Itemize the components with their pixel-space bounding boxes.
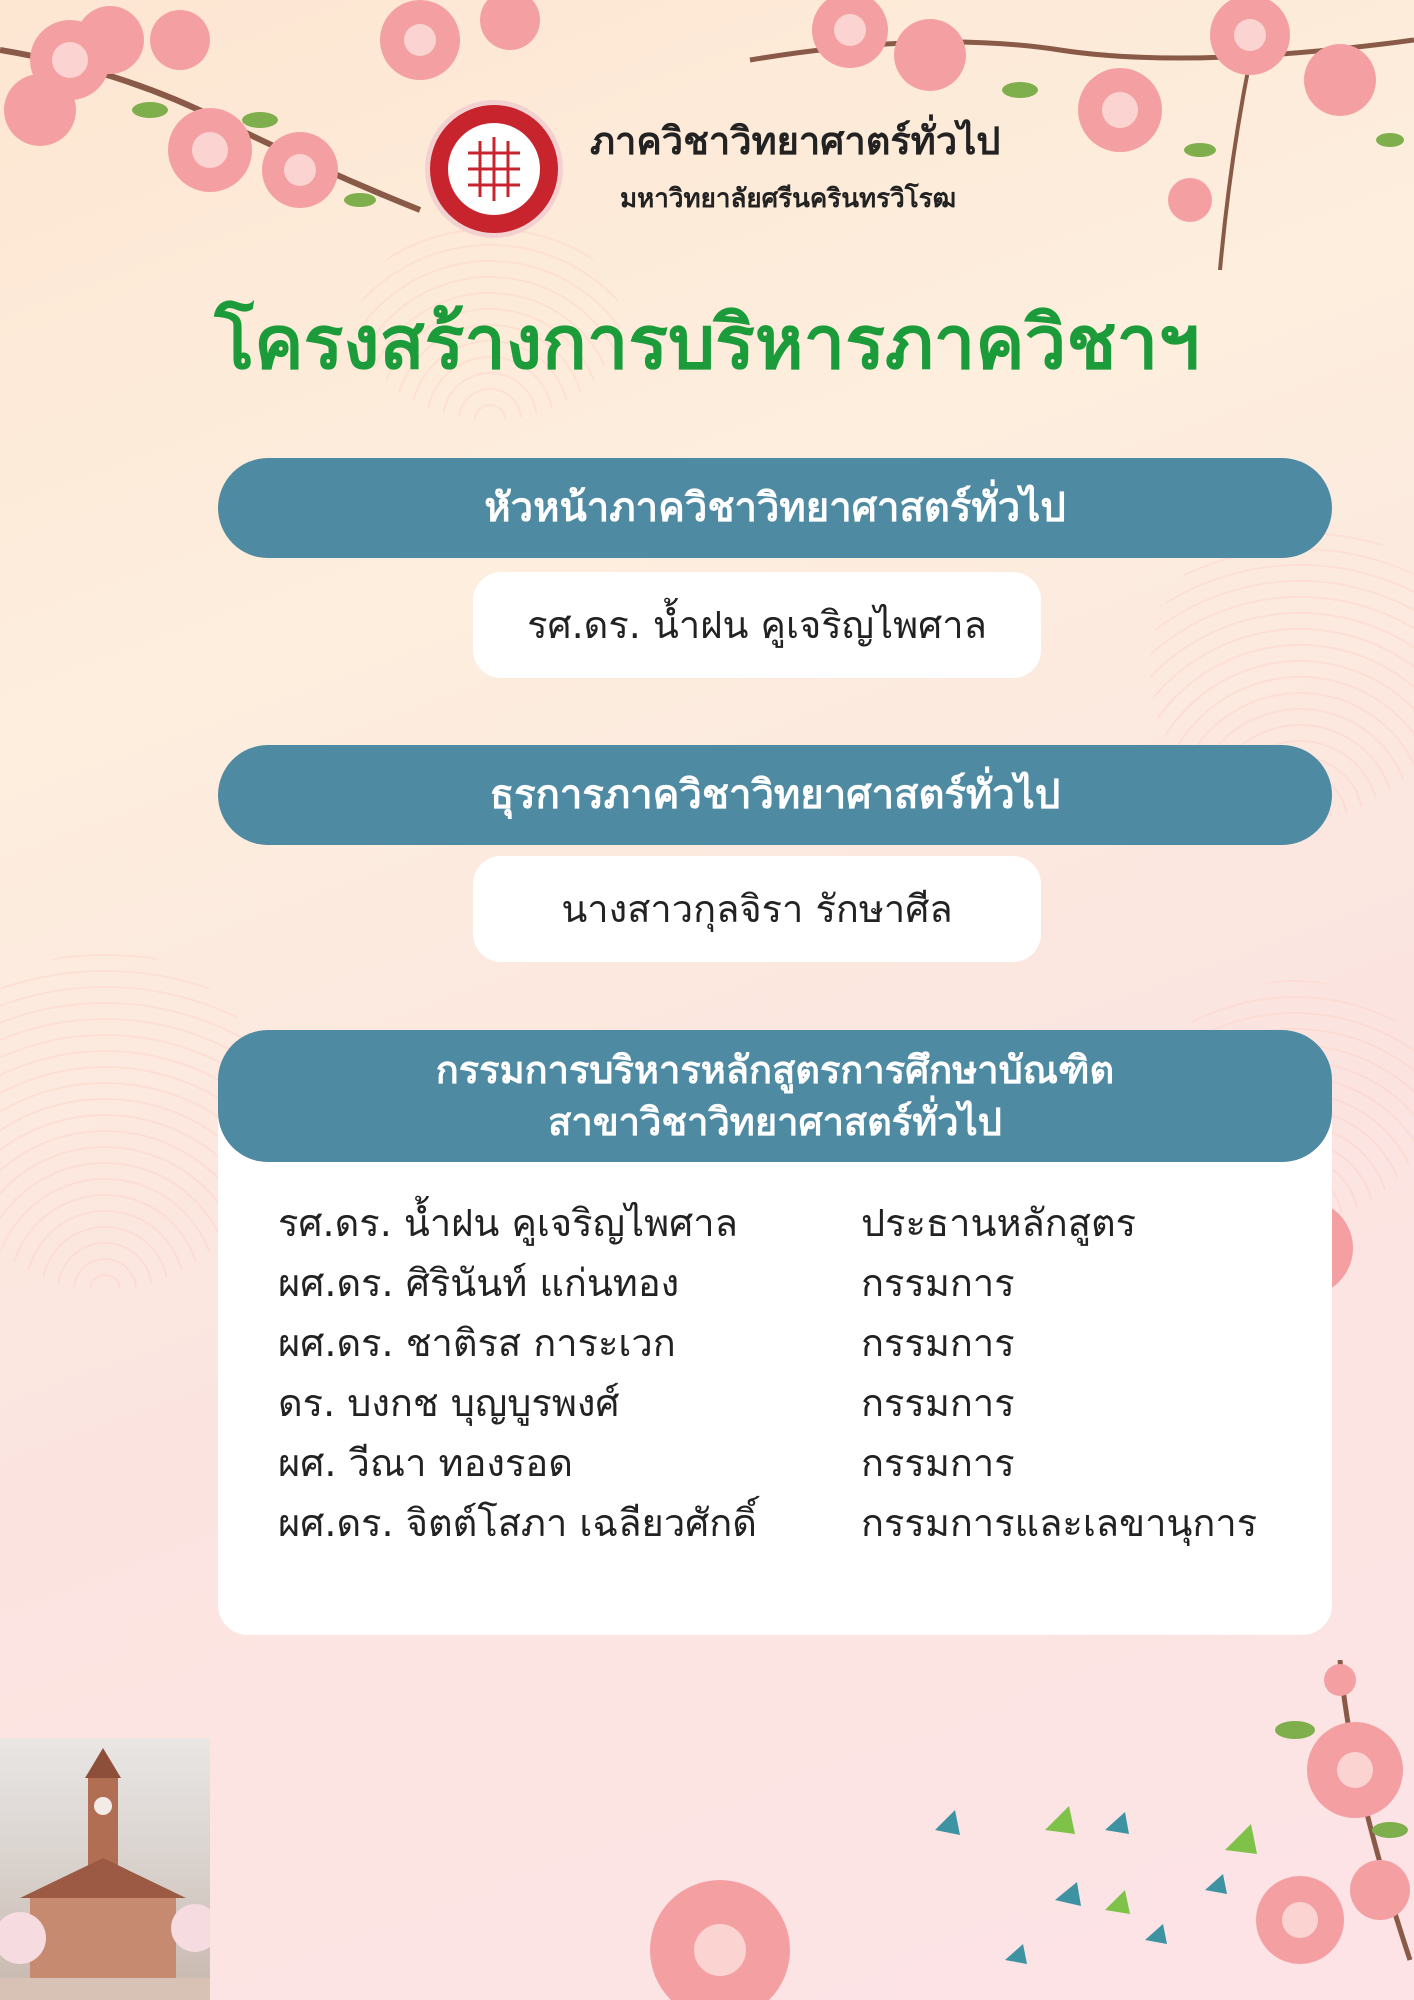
section-heading-committee	[218, 1030, 1332, 1162]
logo-grid-icon	[448, 123, 540, 215]
member-name: ดร. บงกช บุญบูรพงศ์	[278, 1381, 620, 1425]
blossom-bottom-center-icon	[630, 1860, 820, 2000]
head-name: รศ.ดร. น้ำฝน คูเจริญไพศาล	[473, 572, 1041, 678]
list-item	[278, 1192, 1298, 1252]
member-name: ผศ. วีณา ทองรอด	[278, 1441, 573, 1485]
university-name: มหาวิทยาลัยศรีนครินทรวิโรฒ	[620, 184, 957, 214]
list-item	[278, 1432, 1298, 1492]
admin-name: นางสาวกุลจิรา รักษาศีล	[473, 856, 1041, 962]
section-heading-admin: ธุรการภาควิชาวิทยาศาสตร์ทั่วไป	[218, 745, 1332, 845]
building-photo	[0, 1738, 210, 2000]
header	[425, 100, 1025, 240]
university-logo-icon	[425, 100, 563, 238]
blossom-top-center-icon	[360, 0, 560, 95]
department-name: ภาควิชาวิทยาศาตร์ทั่วไป	[590, 119, 1001, 163]
member-name: รศ.ดร. น้ำฝน คูเจริญไพศาล	[278, 1201, 738, 1245]
member-role: กรรมการ	[861, 1261, 1015, 1305]
member-role: กรรมการ	[861, 1381, 1015, 1425]
member-role: กรรมการ	[861, 1441, 1015, 1485]
member-role: กรรมการและเลขานุการ	[861, 1501, 1258, 1545]
list-item	[278, 1492, 1298, 1552]
section-heading-head: หัวหน้าภาควิชาวิทยาศาสตร์ทั่วไป	[218, 458, 1332, 558]
member-name: ผศ.ดร. ชาติรส การะเวก	[278, 1321, 676, 1365]
committee-heading-line2: สาขาวิชาวิทยาศาสตร์ทั่วไป	[548, 1100, 1002, 1144]
member-name: ผศ.ดร. ศิรินันท์ แก่นทอง	[278, 1261, 680, 1305]
clock-tower-icon	[0, 1738, 210, 2000]
page-title: โครงสร้างการบริหารภาควิชาฯ	[214, 300, 1200, 386]
logo-emblem	[448, 123, 540, 215]
member-role: กรรมการ	[861, 1321, 1015, 1365]
list-item	[278, 1372, 1298, 1432]
list-item	[278, 1252, 1298, 1312]
member-role: ประธานหลักสูตร	[861, 1201, 1137, 1245]
committee-member-list	[278, 1192, 1298, 1552]
list-item	[278, 1312, 1298, 1372]
committee-heading-line1: กรรมการบริหารหลักสูตรการศึกษาบัณฑิต	[435, 1048, 1115, 1092]
member-name: ผศ.ดร. จิตต์โสภา เฉลียวศักดิ์	[278, 1501, 757, 1545]
butterflies-icon	[905, 1790, 1265, 1970]
